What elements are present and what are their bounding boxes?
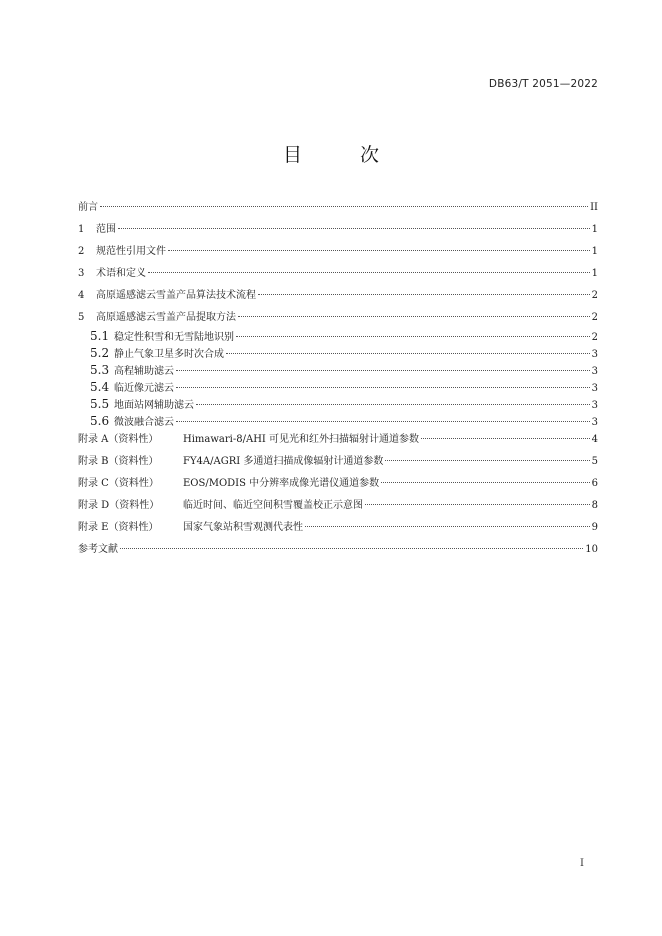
toc-entry-page: 2: [591, 290, 598, 301]
toc-entry-number: 附录 B（资料性）: [78, 456, 159, 467]
toc-entry-title: 微波融合滤云: [114, 417, 174, 428]
toc-leader-dots: [118, 227, 590, 229]
toc-leader-dots: [120, 547, 583, 549]
toc-entry-page: 1: [591, 268, 598, 279]
toc-entry-title: FY4A/AGRI 多通道扫描成像辐射计通道参数: [183, 456, 384, 467]
toc-entry[interactable]: [90, 345, 598, 361]
toc-entry-page: 6: [591, 478, 598, 489]
toc-entry-number: 附录 E（资料性）: [78, 522, 159, 533]
toc-leader-dots: [100, 205, 588, 207]
toc-entry-page: 8: [591, 500, 598, 511]
toc-entry-number: 附录 A（资料性）: [78, 434, 159, 445]
toc-entry[interactable]: [78, 244, 598, 260]
toc-entry-page: 9: [591, 522, 598, 533]
toc-entry-page: 1: [591, 224, 598, 235]
toc-leader-dots: [385, 459, 589, 461]
toc-entry-title: 前言: [78, 202, 98, 213]
toc-entry[interactable]: [90, 396, 598, 412]
toc-entry-number: 5.3: [90, 363, 110, 377]
toc-entry-title: Himawari-8/AHI 可见光和红外扫描辐射计通道参数: [183, 434, 420, 445]
toc-entry-page: 1: [591, 246, 598, 257]
toc-entry-number: 5: [78, 312, 85, 323]
toc-entry-page: 2: [591, 312, 598, 323]
toc-leader-dots: [196, 403, 590, 405]
toc-entry-number: 附录 C（资料性）: [78, 478, 159, 489]
toc-leader-dots: [176, 369, 590, 371]
toc-entry-page: 3: [591, 383, 598, 394]
toc-entry[interactable]: [78, 476, 598, 492]
toc-entry-page: 2: [591, 332, 598, 343]
page-title: 目 次: [282, 144, 406, 166]
toc-leader-dots: [176, 386, 590, 388]
toc-entry-page: 3: [591, 417, 598, 428]
toc-entry-number: 附录 D（资料性）: [78, 500, 160, 511]
toc-entry-title: 临近时间、临近空间积雪覆盖校正示意图: [183, 500, 363, 511]
toc-leader-dots: [365, 503, 590, 505]
toc-entry[interactable]: [78, 542, 598, 558]
toc-leader-dots: [305, 525, 590, 527]
toc-entry-title: 地面站网辅助滤云: [114, 400, 194, 411]
toc-leader-dots: [236, 335, 590, 337]
toc-entry-number: 1: [78, 224, 85, 235]
toc-entry[interactable]: [78, 222, 598, 238]
toc-entry-title: 术语和定义: [96, 268, 146, 279]
toc-entry-number: 5.5: [90, 397, 110, 411]
toc-entry-number: 5.1: [90, 329, 110, 343]
toc-entry[interactable]: [78, 454, 598, 470]
toc-entry-title: EOS/MODIS 中分辨率成像光谱仪通道参数: [183, 478, 380, 489]
toc-entry-title: 高原遥感滤云雪盖产品算法技术流程: [96, 290, 256, 301]
toc-entry-title: 静止气象卫星多时次合成: [114, 349, 224, 360]
toc-entry[interactable]: [78, 432, 598, 448]
toc-entry-page: 5: [591, 456, 598, 467]
toc-entry-title: 高原遥感滤云雪盖产品提取方法: [96, 312, 236, 323]
toc-entry-page: 10: [585, 544, 598, 555]
toc-entry-title: 规范性引用文件: [96, 246, 166, 257]
toc-leader-dots: [148, 271, 590, 273]
toc-entry-title: 参考文献: [78, 544, 118, 555]
toc-leader-dots: [168, 249, 590, 251]
toc-entry[interactable]: [78, 266, 598, 282]
toc-entry[interactable]: [90, 379, 598, 395]
toc-leader-dots: [226, 352, 590, 354]
toc-entry-title: 国家气象站积雪观测代表性: [183, 522, 303, 533]
toc-entry-number: 5.2: [90, 346, 110, 360]
toc-entry-page: 4: [591, 434, 598, 445]
toc-leader-dots: [381, 481, 589, 483]
toc-leader-dots: [238, 315, 590, 317]
toc-leader-dots: [176, 420, 590, 422]
document-code: DB63/T 2051—2022: [488, 78, 598, 90]
toc-entry-page: 3: [591, 400, 598, 411]
toc-entry-page: 3: [591, 366, 598, 377]
toc-entry-number: 4: [78, 290, 85, 301]
toc-entry-number: 3: [78, 268, 85, 279]
toc-entry-title: 稳定性积雪和无雪陆地识别: [114, 332, 234, 343]
toc-entry[interactable]: [90, 362, 598, 378]
toc-entry-title: 临近像元滤云: [114, 383, 174, 394]
page-number: I: [580, 858, 584, 869]
toc-entry[interactable]: [78, 310, 598, 326]
toc-entry-title: 范围: [96, 224, 116, 235]
toc-entry-page: 3: [591, 349, 598, 360]
toc-entry[interactable]: [78, 498, 598, 514]
toc-entry-title: 高程辅助滤云: [114, 366, 174, 377]
toc-leader-dots: [258, 293, 590, 295]
toc-entry-number: 5.6: [90, 414, 110, 428]
toc-entry-page: II: [590, 202, 598, 213]
toc-entry-number: 5.4: [90, 380, 110, 394]
toc-entry-number: 2: [78, 246, 85, 257]
toc-leader-dots: [421, 437, 590, 439]
toc-entry[interactable]: [90, 328, 598, 344]
toc-entry[interactable]: [78, 520, 598, 536]
toc-entry[interactable]: [78, 288, 598, 304]
toc-entry[interactable]: [78, 200, 598, 216]
toc-entry[interactable]: [90, 413, 598, 429]
